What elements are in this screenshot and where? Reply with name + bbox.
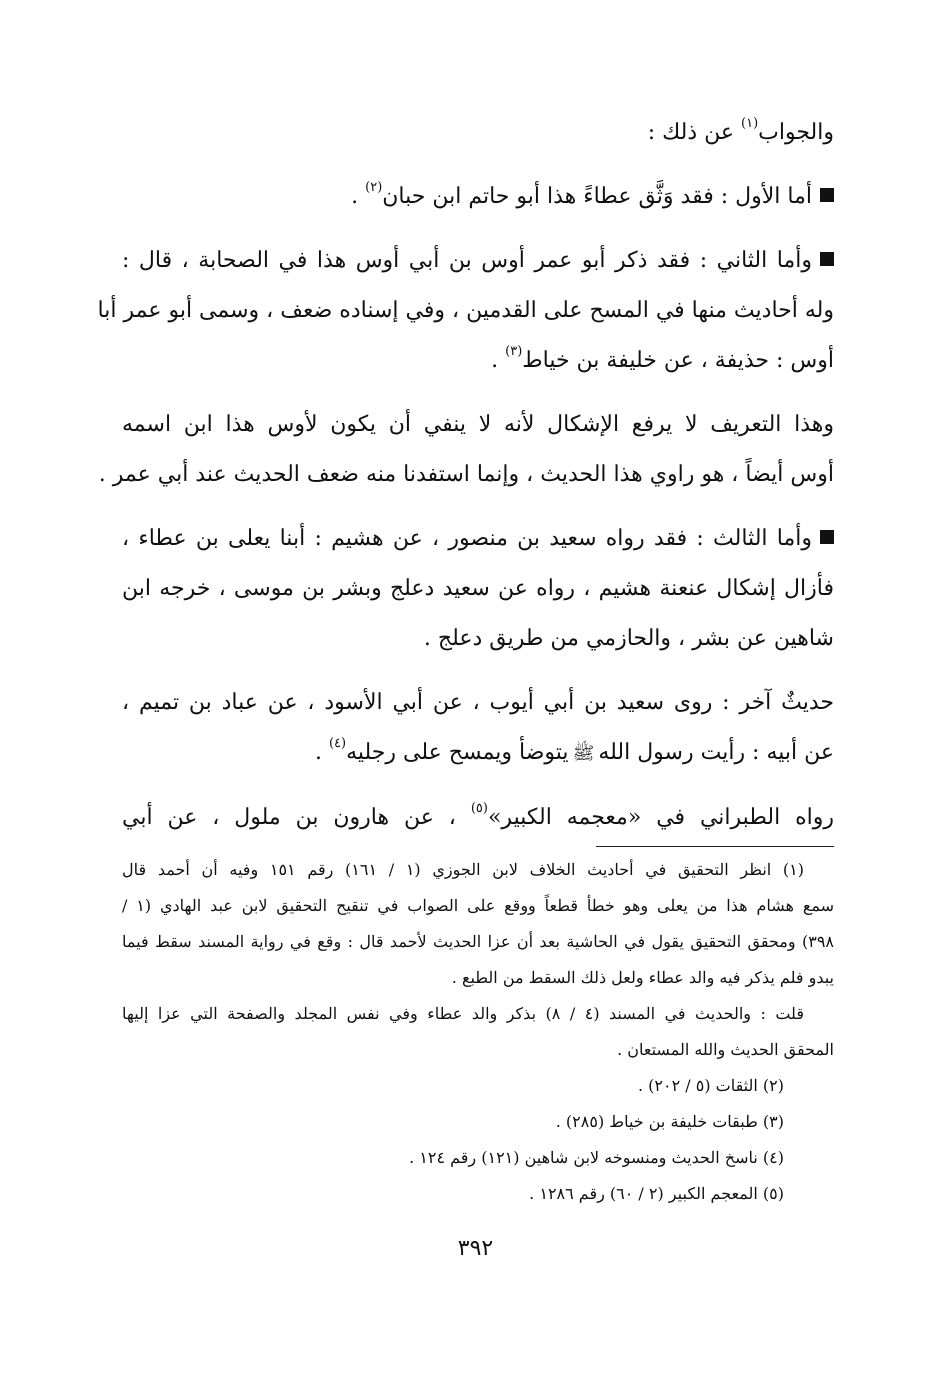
paragraph-answer-intro	[122, 108, 834, 158]
text-line: أما الأول : فقد وَثَّق عطاءً هذا أبو حاتم ابن حبان$^{(٢)}$ .	[122, 172, 834, 222]
footnote-ref[interactable]: (٣)	[505, 344, 523, 359]
footnote-1	[122, 852, 834, 1068]
text-line: حديثٌ آخر : روى سعيد بن أبي أيوب ، عن أبي الأسود ، عن عباد بن تميم ،	[122, 690, 834, 715]
square-bullet-icon	[820, 252, 834, 266]
paragraph-tabarani	[122, 793, 834, 843]
footnote-line: سمع هشام هذا من يعلى وهو خطأ قطعاً ووقع على الصواب في تنقيح التحقيق لابن عبد الهادي (١ /	[122, 896, 834, 915]
footnote-ref[interactable]: (٢)	[365, 180, 383, 195]
text-line: وأما الثاني : فقد ذكر أبو عمر أوس بن أبي أوس هذا في الصحابة ، قال :	[122, 236, 834, 286]
text-line: عن أبيه : رأيت رسول اللهﷺيتوضأ ويمسح على رجليه$^{(٤)}$ .	[314, 736, 834, 765]
footnotes	[122, 852, 834, 1212]
footnote-5	[122, 1176, 834, 1212]
page-number: ٣٩٢	[457, 1236, 494, 1261]
text-line: شاهين عن بشر ، والحازمي من طريق دعلج .	[423, 626, 834, 651]
text-line: وهذا التعريف لا يرفع الإشكال لأنه لا ينفي أن يكون لأوس هذا ابن اسمه	[122, 412, 834, 437]
paragraph-definition	[98, 400, 834, 500]
footnote-4	[122, 1140, 834, 1176]
footnote-line: (٥) المعجم الكبير (٢ / ٦٠) رقم ١٢٨٦ .	[529, 1184, 784, 1203]
footnote-separator	[596, 846, 834, 847]
main-text	[97, 108, 834, 843]
text-line: وله أحاديث منها في المسح على القدمين ، وفي إسناده ضعف ، وسمى أبو عمر أبا	[97, 298, 834, 323]
footnote-2	[122, 1068, 834, 1104]
paragraph-first-point	[122, 172, 834, 222]
footnote-line: يبدو فلم يذكر فيه والد عطاء ولعل ذلك السقط من الطبع .	[451, 968, 834, 987]
paragraph-third-point	[122, 514, 834, 664]
footnote-line: (١) انظر التحقيق في أحاديث الخلاف لابن الجوزي (١ / ١٦١) رقم ١٥١ وفيه أن أحمد قال	[122, 860, 805, 879]
square-bullet-icon	[820, 530, 834, 544]
footnote-line: المحقق الحديث والله المستعان .	[617, 1040, 834, 1059]
footnote-ref[interactable]: (٤)	[328, 736, 347, 751]
footnote-3	[122, 1104, 834, 1140]
footnote-ref[interactable]: (٥)	[470, 801, 488, 816]
salawat-glyph: ﷺ	[572, 743, 595, 764]
text-line: فأزال إشكال عنعنة هشيم ، رواه عن سعيد دعلج وبشر بن موسى ، خرجه ابن	[122, 576, 834, 601]
paragraph-second-point	[97, 236, 834, 386]
footnote-line: (٣) طبقات خليفة بن خياط (٢٨٥) .	[555, 1112, 784, 1131]
footnote-ref[interactable]: (١)	[741, 116, 759, 131]
footnote-line: ٣٩٨) ومحقق التحقيق يقول في الحاشية بعد أن عزا الحديث لأحمد قال : وقع في رواية المسند سقط فيما	[122, 932, 834, 951]
footnote-line: (٢) الثقات (٥ / ٢٠٢) .	[637, 1076, 784, 1095]
text-line: والجواب$^{(١)}$ عن ذلك :	[647, 116, 834, 145]
paragraph-another-hadith	[122, 678, 834, 779]
footnote-line: (٤) ناسخ الحديث ومنسوخه لابن شاهين (١٢١) رقم ١٢٤ .	[409, 1148, 784, 1167]
footnote-line: قلت : والحديث في المسند (٤ / ٨) بذكر والد عطاء وفي نفس المجلد والصفحة التي عزا إليها	[122, 1004, 805, 1023]
text-line: أوس أيضاً ، هو راوي هذا الحديث ، وإنما استفدنا منه ضعف الحديث عند أبي عمر .	[98, 462, 834, 487]
square-bullet-icon	[820, 188, 834, 202]
text-line: أوس : حذيفة ، عن خليفة بن خياط$^{(٣)}$ .	[491, 344, 834, 373]
text-line: رواه الطبراني في «معجمه الكبير»$^{(٥)}$ ، عن هارون بن ملول ، عن أبي	[122, 801, 834, 830]
text-line: وأما الثالث : فقد رواه سعيد بن منصور ، عن هشيم : أبنا يعلى بن عطاء ،	[122, 514, 834, 564]
